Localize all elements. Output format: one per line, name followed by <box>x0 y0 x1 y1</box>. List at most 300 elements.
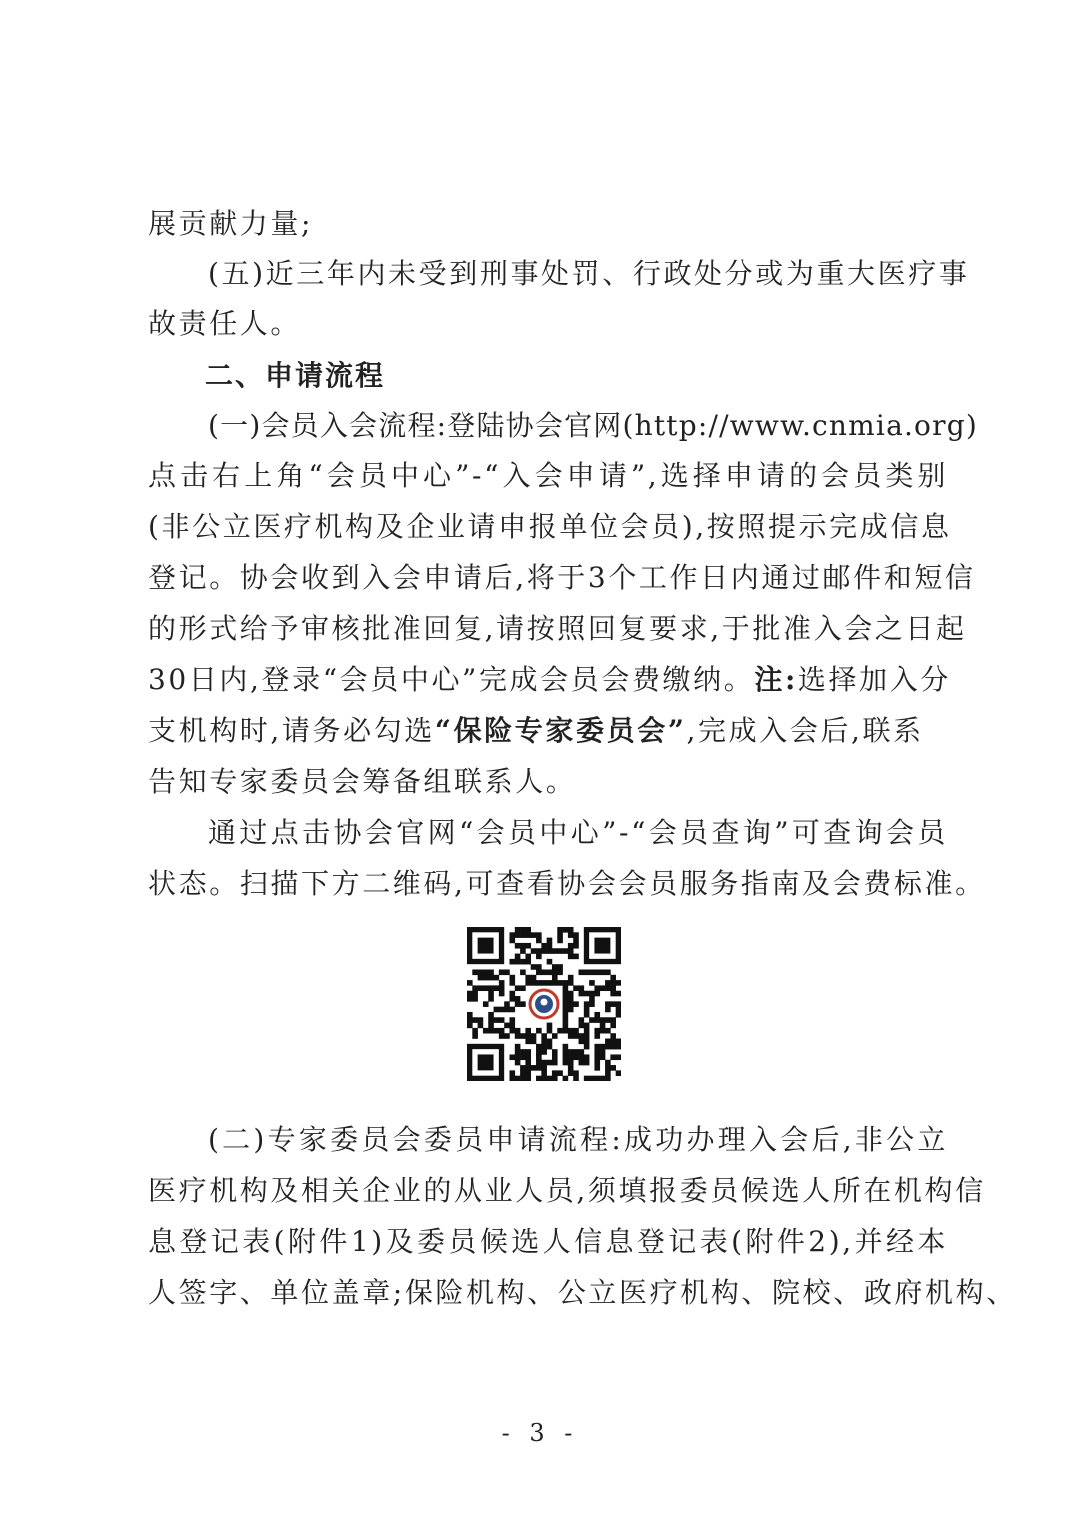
qr-module <box>610 975 616 981</box>
qr-module <box>573 985 579 991</box>
qr-module <box>525 1060 531 1066</box>
qr-module <box>563 985 569 991</box>
qr-module <box>605 985 611 991</box>
qr-module <box>467 996 473 1002</box>
qr-module <box>488 969 494 975</box>
qr-module <box>600 1023 606 1029</box>
qr-module <box>531 980 537 986</box>
qr-module <box>531 948 537 954</box>
qr-module <box>536 1065 542 1071</box>
qr-module <box>525 1054 531 1060</box>
qr-module <box>515 1044 521 1050</box>
qr-module <box>520 1054 526 1060</box>
qr-module <box>610 1033 616 1039</box>
qr-module <box>547 948 553 954</box>
qr-module <box>541 1070 547 1076</box>
paragraph-line: (二)专家委员会委员申请流程:成功办理入会后,非公立 <box>208 1123 948 1156</box>
qr-module <box>509 1023 515 1029</box>
qr-module <box>579 969 585 975</box>
qr-module <box>610 1001 616 1007</box>
qr-module <box>467 1012 473 1018</box>
paragraph-text: 30日内,登录“会员中心”完成会员会费缴纳。 <box>148 663 755 696</box>
qr-module <box>499 991 505 997</box>
qr-module <box>584 1028 590 1034</box>
qr-module <box>509 932 515 938</box>
qr-module <box>563 1044 569 1050</box>
association-logo-icon <box>527 987 561 1021</box>
qr-module <box>520 1049 526 1055</box>
qr-module <box>552 1076 558 1081</box>
qr-module <box>541 948 547 954</box>
qr-module <box>504 1001 510 1007</box>
qr-module <box>515 959 521 965</box>
paragraph-line: (五)近三年内未受到刑事处罚、行政处分或为重大医疗事 <box>208 257 970 290</box>
paragraph-line: 故责任人。 <box>148 307 302 340</box>
qr-module <box>536 1028 542 1034</box>
qr-module <box>499 1007 505 1013</box>
qr-module <box>515 1054 521 1060</box>
qr-module <box>605 1060 611 1066</box>
qr-module <box>594 1033 600 1039</box>
qr-module <box>547 1044 553 1050</box>
qr-module <box>494 975 500 981</box>
qr-module <box>541 1039 547 1045</box>
qr-module <box>541 1033 547 1039</box>
qr-module <box>483 975 489 981</box>
qr-module <box>579 985 585 991</box>
qr-module <box>531 1033 537 1039</box>
qr-module <box>515 1060 521 1066</box>
qr-module <box>568 1060 574 1066</box>
qr-module <box>467 1023 473 1029</box>
qr-module <box>589 1076 595 1081</box>
paragraph-line: 告知专家委员会筹备组联系人。 <box>148 765 577 798</box>
qr-module <box>557 932 563 938</box>
qr-module <box>573 932 579 938</box>
qr-module <box>472 969 478 975</box>
qr-module <box>584 1044 590 1050</box>
qr-module <box>547 938 553 944</box>
qr-module <box>605 980 611 986</box>
qr-module <box>478 969 484 975</box>
qr-module <box>557 927 563 933</box>
qr-module <box>605 1039 611 1045</box>
qr-module <box>525 1049 531 1055</box>
qr-module <box>541 980 547 986</box>
qr-module <box>547 1060 553 1066</box>
qr-module <box>552 1049 558 1055</box>
paragraph-line: (非公立医疗机构及企业请申报单位会员),按照提示完成信息 <box>148 510 952 543</box>
paragraph-line <box>148 713 948 749</box>
qr-module <box>594 1076 600 1081</box>
qr-module <box>515 1001 521 1007</box>
qr-module <box>499 1033 505 1039</box>
qr-module <box>568 948 574 954</box>
qr-module <box>573 954 579 960</box>
qr-module <box>531 964 537 970</box>
qr-module <box>509 1007 515 1013</box>
qr-module <box>536 1054 542 1060</box>
qr-module <box>472 1017 478 1023</box>
qr-module <box>547 969 553 975</box>
qr-module <box>594 991 600 997</box>
paragraph-line: 人签字、单位盖章;保险机构、公立医疗机构、院校、政府机构、 <box>148 1276 1017 1309</box>
qr-module <box>488 996 494 1002</box>
qr-module <box>594 969 600 975</box>
qr-module <box>520 927 526 933</box>
qr-module <box>584 1007 590 1013</box>
qr-module <box>488 975 494 981</box>
qr-module <box>515 1049 521 1055</box>
qr-module <box>600 1049 606 1055</box>
qr-module <box>568 975 574 981</box>
qr-module <box>536 1049 542 1055</box>
qr-module <box>478 975 484 981</box>
qr-module <box>616 1007 621 1013</box>
qr-module <box>509 959 515 965</box>
qr-module <box>594 1028 600 1034</box>
qr-module <box>557 980 563 986</box>
qr-module <box>552 969 558 975</box>
qr-module <box>557 1070 563 1076</box>
qr-module <box>563 1060 569 1066</box>
qr-module <box>525 927 531 933</box>
paragraph-text: ,完成入会后,联系 <box>686 714 924 747</box>
paragraph-line: 状态。扫描下方二维码,可查看协会会员服务指南及会费标准。 <box>148 867 986 900</box>
qr-module <box>552 948 558 954</box>
qr-module <box>579 1054 585 1060</box>
qr-module <box>483 969 489 975</box>
qr-module <box>573 938 579 944</box>
qr-finder <box>594 938 610 954</box>
qr-module <box>536 1076 542 1081</box>
qr-module <box>467 980 473 986</box>
qr-module <box>610 1065 616 1071</box>
qr-module <box>536 954 542 960</box>
qr-module <box>509 938 515 944</box>
qr-module <box>584 1054 590 1060</box>
qr-module <box>515 1033 521 1039</box>
qr-code-graphic <box>467 927 621 1081</box>
qr-module <box>509 991 515 997</box>
qr-module <box>594 1012 600 1018</box>
qr-module <box>525 1076 531 1081</box>
qr-module <box>541 1065 547 1071</box>
qr-module <box>541 1076 547 1081</box>
paragraph-text: 支机构时,请务必勾选 <box>148 714 435 747</box>
paragraph-line: 登记。协会收到入会申请后,将于3个工作日内通过邮件和短信 <box>148 561 976 594</box>
qr-module <box>605 1007 611 1013</box>
qr-module <box>509 996 515 1002</box>
qr-module <box>568 1049 574 1055</box>
qr-module <box>579 1033 585 1039</box>
qr-module <box>467 1017 473 1023</box>
qr-finder <box>478 1054 494 1070</box>
qr-module <box>536 948 542 954</box>
qr-module <box>563 1028 569 1034</box>
qr-module <box>573 943 579 949</box>
qr-module <box>472 1028 478 1034</box>
qr-module <box>605 969 611 975</box>
qr-module <box>541 1060 547 1066</box>
qr-module <box>483 1028 489 1034</box>
qr-code-icon[interactable] <box>467 927 621 1081</box>
qr-module <box>584 991 590 997</box>
qr-module <box>504 1033 510 1039</box>
qr-module <box>494 1028 500 1034</box>
qr-module <box>520 943 526 949</box>
section-heading: 二、申请流程 <box>205 359 386 392</box>
qr-module <box>499 980 505 986</box>
qr-module <box>594 1054 600 1060</box>
qr-module <box>515 927 521 933</box>
qr-module <box>552 1054 558 1060</box>
qr-module <box>509 975 515 981</box>
qr-module <box>525 1028 531 1034</box>
qr-module <box>520 959 526 965</box>
qr-module <box>616 1044 621 1050</box>
qr-module <box>579 991 585 997</box>
qr-module <box>594 985 600 991</box>
qr-module <box>472 1033 478 1039</box>
qr-module <box>573 1076 579 1081</box>
qr-module <box>483 1001 489 1007</box>
qr-module <box>616 991 621 997</box>
qr-module <box>563 1054 569 1060</box>
qr-module <box>525 932 531 938</box>
qr-module <box>616 980 621 986</box>
paragraph-line: 医疗机构及相关企业的从业人员,须填报委员候选人所在机构信 <box>148 1174 986 1207</box>
qr-module <box>515 954 521 960</box>
paragraph-line-text: (一)会员入会流程:登陆协会官网(http://www.cnmia.org) <box>208 409 978 442</box>
qr-module <box>594 1065 600 1071</box>
qr-module <box>568 1007 574 1013</box>
qr-module <box>568 927 574 933</box>
qr-module <box>568 996 574 1002</box>
qr-finder <box>478 938 494 954</box>
qr-module <box>536 938 542 944</box>
qr-module <box>499 1017 505 1023</box>
qr-module <box>478 1017 484 1023</box>
qr-module <box>563 1076 569 1081</box>
qr-module <box>563 948 569 954</box>
qr-module <box>584 1033 590 1039</box>
qr-module <box>478 1023 484 1029</box>
paragraph-line: 点击右上角“会员中心”-“入会申请”,选择申请的会员类别 <box>148 459 948 492</box>
qr-module <box>568 1065 574 1071</box>
qr-module <box>525 1065 531 1071</box>
qr-module <box>557 948 563 954</box>
qr-module <box>573 1001 579 1007</box>
qr-module <box>610 1044 616 1050</box>
qr-module <box>494 985 500 991</box>
qr-module <box>573 1033 579 1039</box>
qr-module <box>584 969 590 975</box>
qr-module <box>552 964 558 970</box>
qr-module <box>573 1070 579 1076</box>
qr-module <box>563 1001 569 1007</box>
qr-module <box>563 1007 569 1013</box>
paragraph-line <box>208 408 978 444</box>
paragraph-line: 息登记表(附件1)及委员候选人信息登记表(附件2),并经本 <box>148 1225 948 1258</box>
qr-module <box>467 991 473 997</box>
qr-module <box>515 943 521 949</box>
qr-module <box>552 1033 558 1039</box>
qr-module <box>579 1060 585 1066</box>
qr-module <box>547 1028 553 1034</box>
qr-module <box>494 1007 500 1013</box>
qr-module <box>579 1049 585 1055</box>
qr-module <box>547 1023 553 1029</box>
qr-module <box>525 954 531 960</box>
qr-module <box>584 1001 590 1007</box>
qr-module <box>573 1049 579 1055</box>
qr-module <box>552 980 558 986</box>
qr-module <box>594 1060 600 1066</box>
qr-module <box>520 1001 526 1007</box>
qr-module <box>525 959 531 965</box>
qr-module <box>547 1039 553 1045</box>
qr-module <box>547 943 553 949</box>
qr-module <box>594 1049 600 1055</box>
qr-module <box>557 1028 563 1034</box>
qr-module <box>488 1017 494 1023</box>
qr-module <box>547 980 553 986</box>
qr-module <box>525 943 531 949</box>
qr-module <box>568 980 574 986</box>
qr-module <box>589 969 595 975</box>
qr-module <box>579 1039 585 1045</box>
emphasis-text: “保险专家委员会” <box>434 714 687 747</box>
qr-module <box>520 948 526 954</box>
qr-module <box>584 1012 590 1018</box>
qr-module <box>472 991 478 997</box>
qr-module <box>568 954 574 960</box>
qr-module <box>573 1054 579 1060</box>
qr-module <box>568 1054 574 1060</box>
qr-module <box>568 932 574 938</box>
qr-module <box>525 975 531 981</box>
qr-module <box>472 985 478 991</box>
qr-module <box>488 985 494 991</box>
qr-module <box>531 1065 537 1071</box>
qr-module <box>547 1076 553 1081</box>
qr-module <box>520 1065 526 1071</box>
qr-module <box>504 1023 510 1029</box>
qr-module <box>488 1012 494 1018</box>
qr-module <box>589 1001 595 1007</box>
qr-module <box>568 991 574 997</box>
qr-module <box>525 1039 531 1045</box>
paragraph-text: 选择加入分 <box>797 663 951 696</box>
qr-module <box>499 985 505 991</box>
qr-module <box>509 980 515 986</box>
qr-module <box>584 1023 590 1029</box>
qr-module <box>515 985 521 991</box>
qr-module <box>541 943 547 949</box>
qr-module <box>515 932 521 938</box>
qr-module <box>605 1076 611 1081</box>
qr-module <box>568 1033 574 1039</box>
qr-module <box>536 969 542 975</box>
qr-module <box>515 996 521 1002</box>
qr-module <box>584 1076 590 1081</box>
qr-module <box>563 927 569 933</box>
qr-module <box>536 964 542 970</box>
qr-module <box>589 996 595 1002</box>
qr-module <box>494 1017 500 1023</box>
qr-module <box>520 932 526 938</box>
qr-module <box>616 1001 621 1007</box>
qr-module <box>600 1028 606 1034</box>
paragraph-line: 展贡献力量; <box>148 207 314 240</box>
qr-module <box>605 1070 611 1076</box>
qr-module <box>488 1023 494 1029</box>
qr-module <box>531 975 537 981</box>
qr-module <box>557 938 563 944</box>
qr-module <box>600 1044 606 1050</box>
qr-module <box>600 985 606 991</box>
qr-module <box>563 1017 569 1023</box>
qr-module <box>520 969 526 975</box>
qr-module <box>536 1044 542 1050</box>
qr-module <box>610 985 616 991</box>
qr-module <box>610 1054 616 1060</box>
paragraph-line: 通过点击协会官网“会员中心”-“会员查询”可查询会员 <box>208 816 948 849</box>
qr-module <box>488 1028 494 1034</box>
qr-module <box>557 969 563 975</box>
qr-module <box>563 1023 569 1029</box>
qr-module <box>499 969 505 975</box>
qr-module <box>525 1033 531 1039</box>
qr-module <box>563 980 569 986</box>
qr-module <box>605 1001 611 1007</box>
qr-module <box>525 980 531 986</box>
qr-module <box>610 980 616 986</box>
qr-module <box>610 1017 616 1023</box>
qr-module <box>563 996 569 1002</box>
qr-module <box>600 969 606 975</box>
qr-module <box>525 1070 531 1076</box>
qr-module <box>520 1076 526 1081</box>
qr-module <box>568 943 574 949</box>
qr-module <box>531 1039 537 1045</box>
qr-module <box>594 1044 600 1050</box>
qr-module <box>541 969 547 975</box>
qr-module <box>589 980 595 986</box>
qr-module <box>589 1017 595 1023</box>
qr-module <box>472 996 478 1002</box>
qr-module <box>563 1049 569 1055</box>
qr-module <box>605 1065 611 1071</box>
qr-module <box>579 1017 585 1023</box>
qr-module <box>605 1044 611 1050</box>
qr-module <box>563 1012 569 1018</box>
qr-module <box>536 980 542 986</box>
qr-module <box>610 1023 616 1029</box>
qr-module <box>568 1070 574 1076</box>
qr-module <box>552 975 558 981</box>
qr-module <box>520 985 526 991</box>
page-number: - 3 - <box>501 1419 579 1447</box>
qr-module <box>488 991 494 997</box>
qr-module <box>616 1070 621 1076</box>
qr-module <box>616 1039 621 1045</box>
qr-module <box>552 1070 558 1076</box>
qr-module <box>520 1070 526 1076</box>
qr-module <box>509 1028 515 1034</box>
qr-module <box>605 1017 611 1023</box>
